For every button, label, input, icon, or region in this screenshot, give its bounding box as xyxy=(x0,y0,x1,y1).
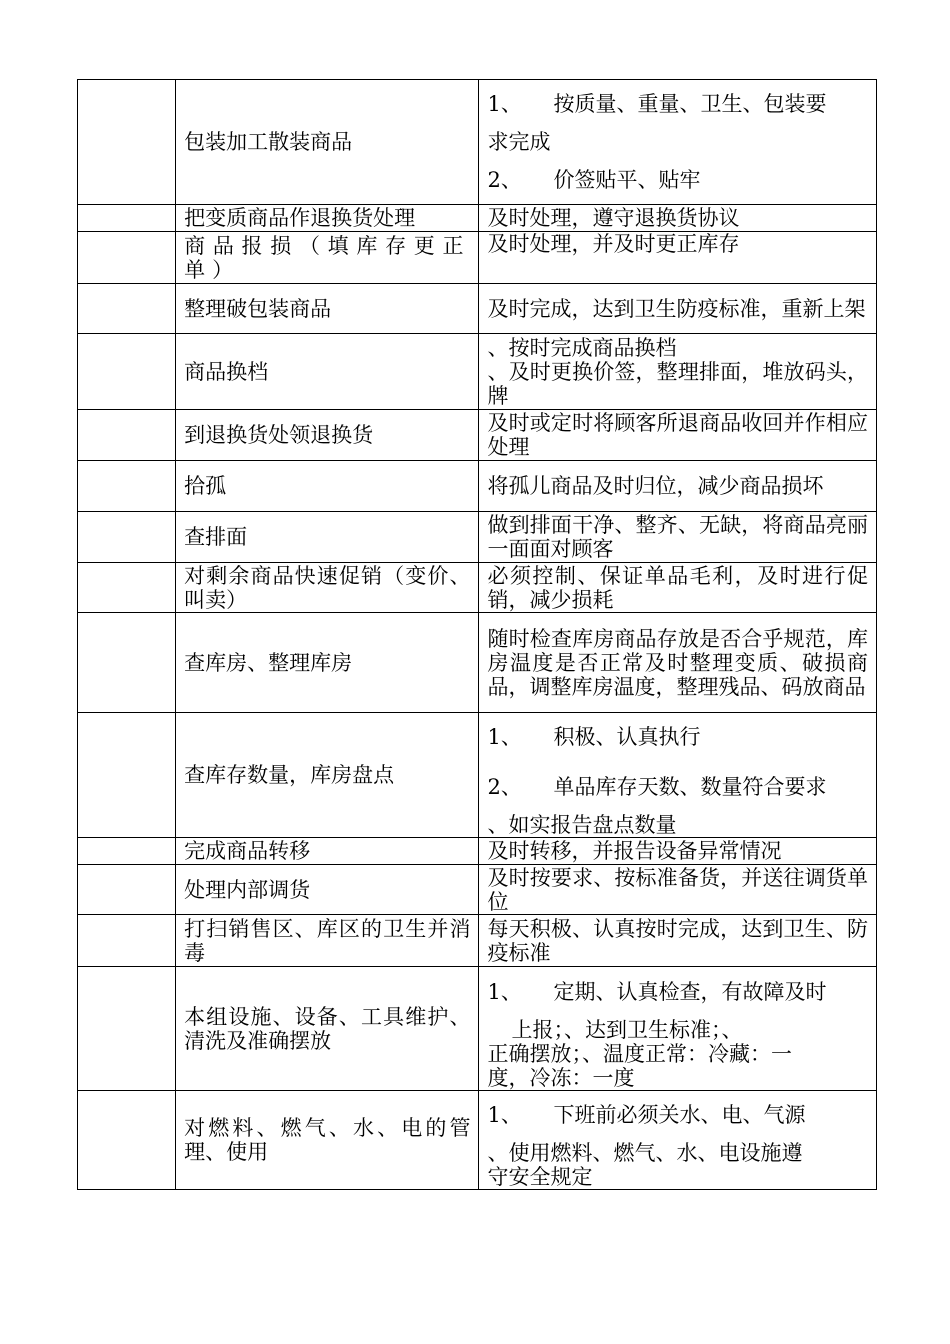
task-cell xyxy=(176,80,479,205)
standard-line: 定期、认真检查，有故障及时 xyxy=(553,980,827,1004)
standard-line: 上报；、达到卫生标准；、 xyxy=(511,1018,743,1042)
task-cell: 处理内部调货 xyxy=(176,865,479,915)
standard-line: 度，冷冻：一度 xyxy=(487,1066,635,1090)
item-number: 1、 xyxy=(487,1103,522,1127)
standard-cell xyxy=(479,967,877,1091)
table-cell-blank xyxy=(78,613,176,713)
standard-cell xyxy=(479,334,877,410)
item-number: 2、 xyxy=(487,775,522,799)
standard-cell: 及时转移，并报告设备异常情况 xyxy=(479,838,877,865)
task-cell: 本组设施、设备、工具维护、清洗及准确摆放 xyxy=(176,967,479,1091)
task-cell: 打扫销售区、库区的卫生并消毒 xyxy=(176,915,479,967)
standard-line: 单品库存天数、数量符合要求 xyxy=(553,775,827,799)
standard-cell: 随时检查库房商品存放是否合乎规范，库房温度是否正常及时整理变质、破损商品，调整库房温度，整理残品、码放商品 xyxy=(479,613,877,713)
standard-line: 价签贴平、贴牢 xyxy=(553,168,701,192)
table-cell-blank xyxy=(78,915,176,967)
table-cell-blank xyxy=(78,284,176,334)
standard-cell: 必须控制、保证单品毛利，及时进行促销，减少损耗 xyxy=(479,563,877,613)
standard-line: 积极、认真执行 xyxy=(553,725,701,749)
standard-line: 求完成 xyxy=(487,130,551,154)
task-text: 包装加工散装商品 xyxy=(184,130,353,154)
standard-line: 下班前必须关水、电、气源 xyxy=(553,1103,806,1127)
standard-line: 正确摆放；、温度正常：冷藏：一 xyxy=(487,1042,792,1066)
standard-cell: 将孤儿商品及时归位，减少商品损坏 xyxy=(479,461,877,512)
table-cell-blank xyxy=(78,563,176,613)
item-number: 1、 xyxy=(487,92,522,116)
table-cell-blank xyxy=(78,80,176,205)
standard-cell: 及时处理，遵守退换货协议 xyxy=(479,205,877,232)
table-cell-blank xyxy=(78,838,176,865)
table-row xyxy=(78,284,877,334)
table-row xyxy=(78,410,877,461)
table-cell-blank xyxy=(78,461,176,512)
table-row xyxy=(78,205,877,232)
item-number: 1、 xyxy=(487,725,522,749)
table-row xyxy=(78,967,877,1091)
table-row xyxy=(78,512,877,563)
task-cell: 查库房、整理库房 xyxy=(176,613,479,713)
standard-cell xyxy=(479,1091,877,1190)
standard-line: 守安全规定 xyxy=(487,1165,593,1189)
table-cell-blank xyxy=(78,410,176,461)
standard-line: 、如实报告盘点数量 xyxy=(487,813,677,837)
table-row xyxy=(78,334,877,410)
standard-cell: 及时处理，并及时更正库存 xyxy=(479,232,877,284)
table-cell-blank xyxy=(78,967,176,1091)
table-row xyxy=(78,865,877,915)
standard-line: 、及时更换价签，整理排面，堆放码头，牌 xyxy=(487,359,868,408)
item-number: 1、 xyxy=(487,980,522,1004)
standard-line: 、使用燃料、燃气、水、电设施遵 xyxy=(487,1141,803,1165)
task-cell: 拾孤 xyxy=(176,461,479,512)
standard-line: 按质量、重量、卫生、包装要 xyxy=(553,92,827,116)
task-cell: 把变质商品作退换货处理 xyxy=(176,205,479,232)
table-cell-blank xyxy=(78,865,176,915)
table-cell-blank xyxy=(78,205,176,232)
table-cell-blank xyxy=(78,232,176,284)
task-cell: 对剩余商品快速促销（变价、叫卖） xyxy=(176,563,479,613)
table-cell-blank xyxy=(78,713,176,838)
task-cell: 整理破包装商品 xyxy=(176,284,479,334)
standard-cell xyxy=(479,713,877,838)
task-cell: 商品报损（填库存更正单） xyxy=(176,232,479,284)
standard-line: 、按时完成商品换档 xyxy=(487,335,677,360)
standard-cell: 及时按要求、按标准备货，并送往调货单位 xyxy=(479,865,877,915)
item-number: 2、 xyxy=(487,168,522,192)
task-cell: 商品换档 xyxy=(176,334,479,410)
duty-table xyxy=(77,79,877,1190)
standard-cell: 做到排面干净、整齐、无缺，将商品亮丽一面面对顾客 xyxy=(479,512,877,563)
table-row xyxy=(78,232,877,284)
task-cell: 对燃料、燃气、水、电的管理、使用 xyxy=(176,1091,479,1190)
table-cell-blank xyxy=(78,334,176,410)
standard-cell: 每天积极、认真按时完成，达到卫生、防疫标准 xyxy=(479,915,877,967)
table-cell-blank xyxy=(78,512,176,563)
standard-cell xyxy=(479,80,877,205)
table-row xyxy=(78,713,877,838)
table-row xyxy=(78,613,877,713)
table-row xyxy=(78,1091,877,1190)
task-cell: 查排面 xyxy=(176,512,479,563)
table-row xyxy=(78,563,877,613)
table-row xyxy=(78,461,877,512)
standard-cell: 及时或定时将顾客所退商品收回并作相应处理 xyxy=(479,410,877,461)
table-row xyxy=(78,80,877,205)
task-cell: 查库存数量，库房盘点 xyxy=(176,713,479,838)
table-row xyxy=(78,838,877,865)
standard-cell: 及时完成，达到卫生防疫标准，重新上架 xyxy=(479,284,877,334)
task-cell: 完成商品转移 xyxy=(176,838,479,865)
table-row xyxy=(78,915,877,967)
task-cell: 到退换货处领退换货 xyxy=(176,410,479,461)
table-cell-blank xyxy=(78,1091,176,1190)
